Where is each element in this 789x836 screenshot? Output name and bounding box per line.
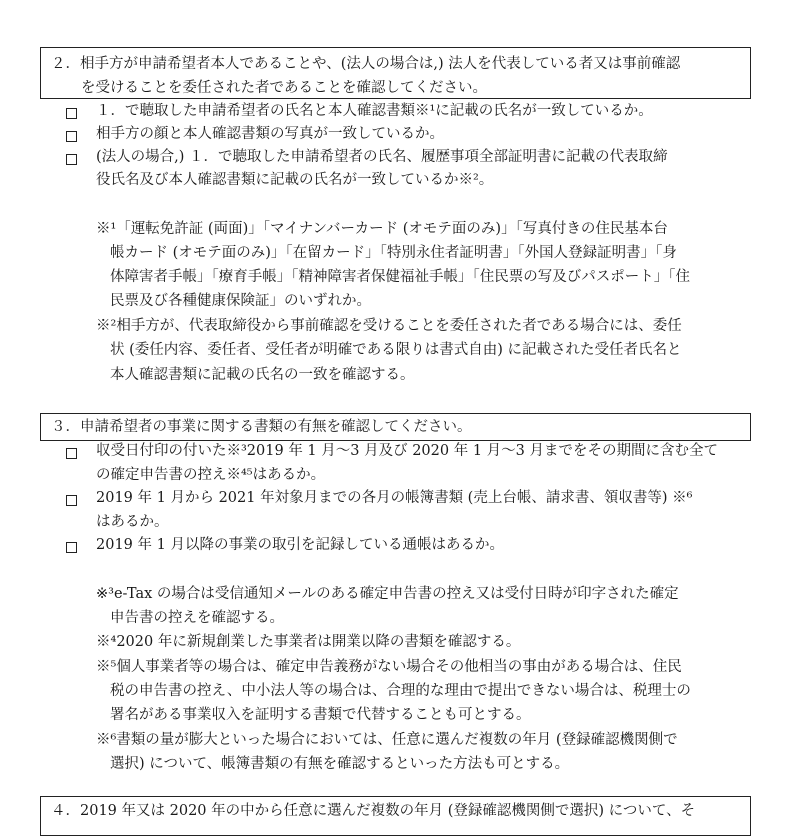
section4-heading-box [40, 796, 751, 836]
s3-note5-line2: 税の申告書の控え、中小法人等の場合は、合理的な理由で提出できない場合は、税理士の [110, 683, 691, 699]
s2-item3-line2: 役氏名及び本人確認書類に記載の氏名が一致しているか※²。 [96, 172, 494, 188]
s3-item2-line1: 2019 年 1 月から 2021 年対象月までの各月の帳簿書類 (売上台帳、請求書、領収書等) ※⁶ [96, 490, 693, 506]
section3-heading-box [40, 413, 751, 441]
s2-note1-line1: ※¹「運転免許証 (両面)」「マイナンバーカード (オモテ面のみ)」「写真付きの住民基本台 [96, 221, 668, 237]
s2-note2-line2: 状 (委任内容、委任者、受任者が明確である限りは書式自由) に記載された受任者氏名と [110, 342, 682, 358]
section2-heading-line2: を受けることを委任された者であることを確認してください。 [81, 80, 487, 96]
section2-heading-box [40, 47, 751, 99]
s3-note6-line2: 選択) について、帳簿書類の有無を確認するといった方法も可とする。 [110, 756, 570, 772]
s2-note2-line1: ※²相手方が、代表取締役から事前確認を受けることを委任された者である場合には、委任 [96, 318, 682, 334]
s2-note2-line3: 本人確認書類に記載の氏名の一致を確認する。 [110, 367, 415, 383]
s2-note1-line2: 帳カード (オモテ面のみ)」「在留カード」「特別永住者証明書」「外国人登録証明書」「身 [110, 245, 677, 261]
section3-heading: ３．申請希望者の事業に関する書類の有無を確認してください。 [51, 419, 472, 435]
s3-note4-line1: ※⁴2020 年に新規創業した事業者は開業以降の書類を確認する。 [96, 634, 521, 650]
s2-item2-line1: 相手方の顔と本人確認書類の写真が一致しているか。 [96, 126, 444, 142]
s3-item3-line1: 2019 年 1 月以降の事業の取引を記録している通帳はあるか。 [96, 537, 504, 553]
s3-note6-line1: ※⁶書類の量が膨大といった場合においては、任意に選んだ複数の年月 (登録確認機関側で [96, 732, 678, 748]
section4-heading: ４．2019 年又は 2020 年の中から任意に選んだ複数の年月 (登録確認機関側で選択) について、そ [51, 803, 696, 819]
s3-note3-line2: 申告書の控えを確認する。 [110, 610, 284, 626]
s2-note1-line3: 体障害者手帳」「療育手帳」「精神障害者保健福祉手帳」「住民票の写及びパスポート」「住 [110, 269, 690, 285]
checkbox-s3-2[interactable] [66, 495, 77, 506]
s3-item1-line2: の確定申告書の控え※⁴⁵はあるか。 [96, 467, 326, 483]
checkbox-s2-3[interactable] [66, 154, 77, 165]
s2-item1-line1: １．で聴取した申請希望者の氏名と本人確認書類※¹に記載の氏名が一致しているか。 [96, 103, 653, 119]
checkbox-s3-3[interactable] [66, 542, 77, 553]
checkbox-s2-2[interactable] [66, 131, 77, 142]
section2-heading-line1: ２．相手方が申請希望者本人であることや、(法人の場合は,) 法人を代表している者又は事前確認 [51, 56, 681, 72]
s3-note3-line1: ※³e-Tax の場合は受信通知メールのある確定申告書の控え又は受付日時が印字された確定 [96, 586, 679, 602]
s3-item1-line1: 収受日付印の付いた※³2019 年 1 月～3 月及び 2020 年 1 月～3 月までをその期間に含む全て [96, 443, 718, 459]
checkbox-s2-1[interactable] [66, 108, 77, 119]
s2-note1-line4: 民票及び各種健康保険証」のいずれか。 [110, 293, 371, 309]
s2-item3-line1: (法人の場合,) １．で聴取した申請希望者の氏名、履歴事項全部証明書に記載の代表取締 [96, 149, 668, 165]
checkbox-s3-1[interactable] [66, 448, 77, 459]
s3-item2-line2: はあるか。 [96, 514, 169, 530]
s3-note5-line1: ※⁵個人事業者等の場合は、確定申告義務がない場合その他相当の事由がある場合は、住民 [96, 659, 682, 675]
s3-note5-line3: 署名がある事業収入を証明する書類で代替することも可とする。 [110, 707, 531, 723]
